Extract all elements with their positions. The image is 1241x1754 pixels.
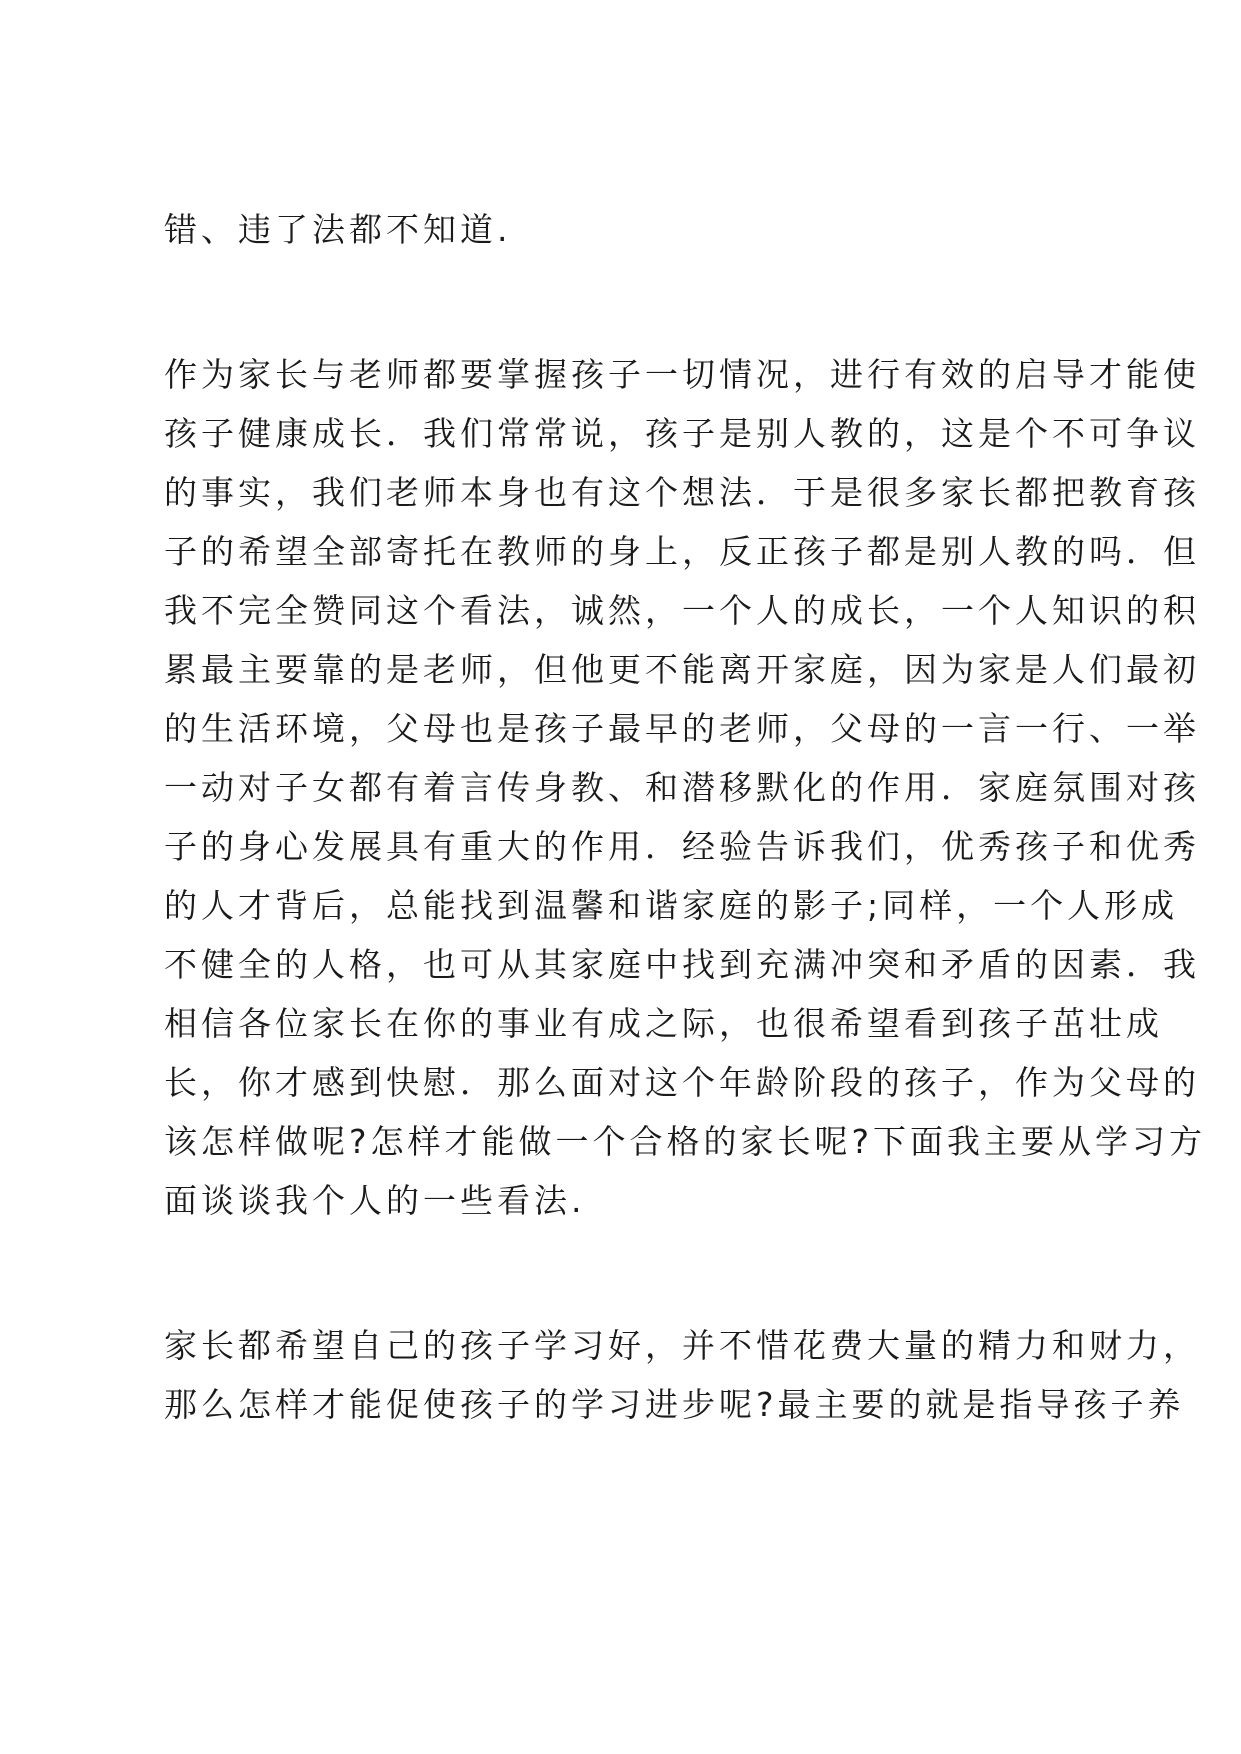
paragraph-2-line-15: 面谈谈我个人的一些看法.	[164, 1181, 586, 1220]
paragraph-2-line-14: 该怎样做呢?怎样才能做一个合格的家长呢?下面我主要从学习方	[164, 1122, 1207, 1161]
paragraph-2-line-4: 子的希望全部寄托在教师的身上，反正孩子都是别人教的吗．但	[164, 532, 1200, 571]
paragraph-2-line-3: 的事实，我们老师本身也有这个想法．于是很多家长都把教育孩	[164, 473, 1200, 512]
paragraph-2-line-13: 长，你才感到快慰．那么面对这个年龄阶段的孩子，作为父母的	[164, 1063, 1200, 1102]
paragraph-2-line-1: 作为家长与老师都要掌握孩子一切情况，进行有效的启导才能使	[164, 355, 1200, 394]
paragraph-2-line-11: 不健全的人格，也可从其家庭中找到充满冲突和矛盾的因素．我	[164, 945, 1200, 984]
paragraph-2-line-2: 孩子健康成长．我们常常说，孩子是别人教的，这是个不可争议	[164, 414, 1200, 453]
paragraph-2-line-8: 一动对子女都有着言传身教、和潜移默化的作用．家庭氛围对孩	[164, 768, 1200, 807]
paragraph-1-line-1: 错、违了法都不知道.	[164, 210, 512, 249]
paragraph-2-line-5: 我不完全赞同这个看法，诚然，一个人的成长，一个人知识的积	[164, 591, 1200, 630]
paragraph-2-line-9: 子的身心发展具有重大的作用．经验告诉我们，优秀孩子和优秀	[164, 827, 1200, 866]
paragraph-2-line-10: 的人才背后，总能找到温馨和谐家庭的影子;同样，一个人形成	[164, 886, 1179, 925]
paragraph-3-line-2: 那么怎样才能促使孩子的学习进步呢?最主要的就是指导孩子养	[164, 1385, 1185, 1424]
paragraph-2-line-7: 的生活环境，父母也是孩子最早的老师，父母的一言一行、一举	[164, 709, 1200, 748]
paragraph-3-line-1: 家长都希望自己的孩子学习好，并不惜花费大量的精力和财力，	[164, 1326, 1200, 1365]
paragraph-2-line-12: 相信各位家长在你的事业有成之际，也很希望看到孩子茁壮成	[164, 1004, 1163, 1043]
paragraph-2-line-6: 累最主要靠的是老师，但他更不能离开家庭，因为家是人们最初	[164, 650, 1200, 689]
